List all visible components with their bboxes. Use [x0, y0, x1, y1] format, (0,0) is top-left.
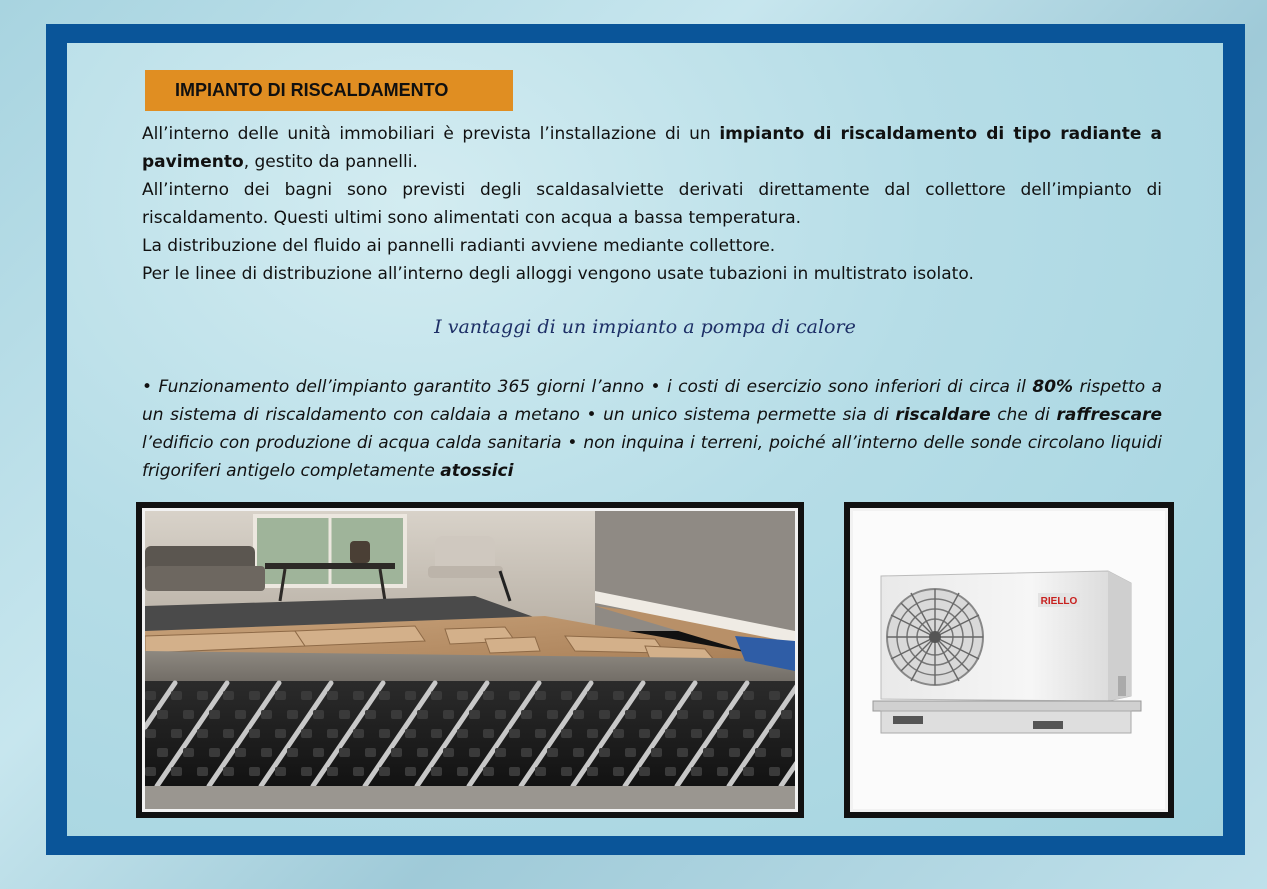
mat-knob — [379, 767, 390, 776]
mat-knob — [313, 748, 324, 757]
mat-knob — [275, 767, 286, 776]
intro-paragraph-4: Per le linee di distribuzione all’interno degli alloggi vengono usate tubazioni in multistrato isolato. — [142, 264, 974, 284]
mat-knob — [417, 748, 428, 757]
mat-knob — [391, 710, 402, 719]
mat-knob — [469, 710, 480, 719]
mat-knob — [743, 729, 754, 738]
mat-knob — [535, 767, 546, 776]
mat-knob — [743, 691, 754, 700]
mat-knob — [483, 767, 494, 776]
mat-knob — [339, 710, 350, 719]
mat-knob — [781, 748, 792, 757]
mat-knob — [743, 767, 754, 776]
mat-knob — [717, 767, 728, 776]
mat-knob — [665, 729, 676, 738]
mat-knob — [287, 748, 298, 757]
section-title: IMPIANTO DI RISCALDAMENTO — [145, 70, 513, 111]
mat-knob — [197, 767, 208, 776]
mat-knob — [405, 691, 416, 700]
mat-knob — [405, 767, 416, 776]
mat-knob — [261, 748, 272, 757]
mat-knob — [183, 710, 194, 719]
mat-knob — [521, 748, 532, 757]
mat-knob — [547, 710, 558, 719]
mat-knob — [703, 710, 714, 719]
mat-knob — [339, 748, 350, 757]
mat-knob — [625, 748, 636, 757]
mat-knob — [651, 748, 662, 757]
mat-knob — [625, 710, 636, 719]
intro-paragraph-2: All’interno dei bagni sono previsti degli scaldasalviette derivati direttamente dal collettore dell’impianto di riscaldamento. Questi ultimi sono alimentati con acqua a bassa temperatura. — [142, 180, 1162, 228]
mat-knob — [613, 767, 624, 776]
mat-knob — [327, 729, 338, 738]
mat-knob — [677, 748, 688, 757]
mat-knob — [417, 710, 428, 719]
benefits-text: • Funzionamento dell’impianto garantito 365 giorni l’anno • i costi di esercizio sono inferiori di circa il 80% rispetto a un sistema di riscaldamento con caldaia a metano • un unico sistema permette sia di riscaldare che di raffrescare l’edificio con produzione di acqua calda sanitaria • non inquina i terreni, poiché all’interno delle sonde circolano liquidi frigoriferi antigelo completamente atossici — [142, 377, 1162, 481]
benefits-heading: I vantaggi di un impianto a pompa di calore — [434, 316, 856, 338]
floor-heating-illustration — [145, 511, 795, 809]
mat-knob — [261, 710, 272, 719]
mat-knob — [443, 710, 454, 719]
mat-knob — [171, 767, 182, 776]
mat-knob — [665, 691, 676, 700]
mat-knob — [365, 710, 376, 719]
mat-knob — [157, 748, 168, 757]
mat-knob — [223, 767, 234, 776]
mat-knob — [639, 729, 650, 738]
mat-knob — [405, 729, 416, 738]
mat-knob — [379, 729, 390, 738]
mat-knob — [275, 729, 286, 738]
highlight-riscaldare: riscaldare — [895, 405, 991, 425]
highlight-impianto: impianto di riscaldamento di tipo radiante a pavimento — [142, 124, 1162, 172]
mat-knob — [729, 748, 740, 757]
mat-knob — [521, 710, 532, 719]
mat-knob — [301, 729, 312, 738]
mat-knob — [157, 710, 168, 719]
mat-knob — [171, 729, 182, 738]
mat-knob — [651, 710, 662, 719]
mat-knob — [197, 729, 208, 738]
mat-knob — [443, 748, 454, 757]
mat-knob — [781, 710, 792, 719]
mat-knob — [327, 691, 338, 700]
mat-knob — [587, 767, 598, 776]
mat-knob — [535, 729, 546, 738]
mat-knob — [483, 691, 494, 700]
content-panel — [67, 43, 1223, 836]
mat-knob — [639, 691, 650, 700]
mat-knob — [145, 767, 156, 776]
mat-knob — [431, 767, 442, 776]
intro-paragraph-3: La distribuzione del fluido ai pannelli radianti avviene mediante collettore. — [142, 236, 776, 256]
mat-knob — [353, 767, 364, 776]
mat-knob — [235, 710, 246, 719]
mat-knob — [717, 729, 728, 738]
mat-knob — [327, 767, 338, 776]
mat-knob — [703, 748, 714, 757]
mat-knob — [587, 691, 598, 700]
mat-knob — [457, 691, 468, 700]
mat-knob — [665, 767, 676, 776]
mat-knob — [599, 710, 610, 719]
mat-knob — [235, 748, 246, 757]
mat-knob — [509, 767, 520, 776]
mat-knob — [457, 767, 468, 776]
mat-knob — [691, 767, 702, 776]
mat-knob — [691, 729, 702, 738]
mat-knob — [275, 691, 286, 700]
mat-knob — [183, 748, 194, 757]
mat-knob — [469, 748, 480, 757]
mat-knob — [313, 710, 324, 719]
mat-knob — [717, 691, 728, 700]
mat-knob — [573, 710, 584, 719]
mat-knob — [495, 748, 506, 757]
mat-knob — [287, 710, 298, 719]
intro-text — [142, 120, 1162, 288]
brand-logo: RIELLO — [1040, 596, 1078, 607]
mat-knob — [755, 748, 766, 757]
mat-knob — [535, 691, 546, 700]
highlight-raffrescare: raffrescare — [1056, 405, 1162, 425]
mat-knob — [249, 767, 260, 776]
mat-knob — [769, 691, 780, 700]
mat-knob — [457, 729, 468, 738]
mat-knob — [509, 729, 520, 738]
mat-knob — [301, 767, 312, 776]
mat-knob — [171, 691, 182, 700]
highlight-atossici: atossici — [440, 461, 514, 481]
mat-knob — [561, 767, 572, 776]
mat-knob — [223, 729, 234, 738]
mat-knob — [677, 710, 688, 719]
intro-paragraph-1: All’interno delle unità immobiliari è prevista l’installazione di un impianto di riscaldamento di tipo radiante a pavimento, gestito da pannelli. — [142, 124, 1162, 172]
mat-knob — [223, 691, 234, 700]
highlight-80: 80% — [1032, 377, 1074, 397]
mat-knob — [301, 691, 312, 700]
mat-knob — [431, 691, 442, 700]
heat-pump-illustration — [853, 511, 1165, 809]
mat-knob — [379, 691, 390, 700]
mat-knob — [483, 729, 494, 738]
mat-knob — [561, 691, 572, 700]
mat-knob — [547, 748, 558, 757]
mat-knob — [573, 748, 584, 757]
mat-knob — [769, 767, 780, 776]
mat-knob — [209, 710, 220, 719]
mat-knob — [145, 729, 156, 738]
mat-knob — [729, 710, 740, 719]
mat-knob — [599, 748, 610, 757]
mat-knob — [691, 691, 702, 700]
heat-pump-image — [844, 502, 1174, 818]
mat-knob — [431, 729, 442, 738]
mat-knob — [587, 729, 598, 738]
mat-knob — [755, 710, 766, 719]
mat-knob — [353, 691, 364, 700]
mat-knob — [639, 767, 650, 776]
mat-knob — [249, 729, 260, 738]
mat-knob — [495, 710, 506, 719]
mat-knob — [365, 748, 376, 757]
mat-knob — [613, 691, 624, 700]
mat-knob — [613, 729, 624, 738]
mat-knob — [197, 691, 208, 700]
mat-knob — [249, 691, 260, 700]
mat-knob — [209, 748, 220, 757]
mat-knob — [561, 729, 572, 738]
mat-knob — [145, 691, 156, 700]
mat-knob — [769, 729, 780, 738]
mat-knob — [509, 691, 520, 700]
mat-knob — [353, 729, 364, 738]
mat-knob — [391, 748, 402, 757]
floor-heating-image — [136, 502, 804, 818]
